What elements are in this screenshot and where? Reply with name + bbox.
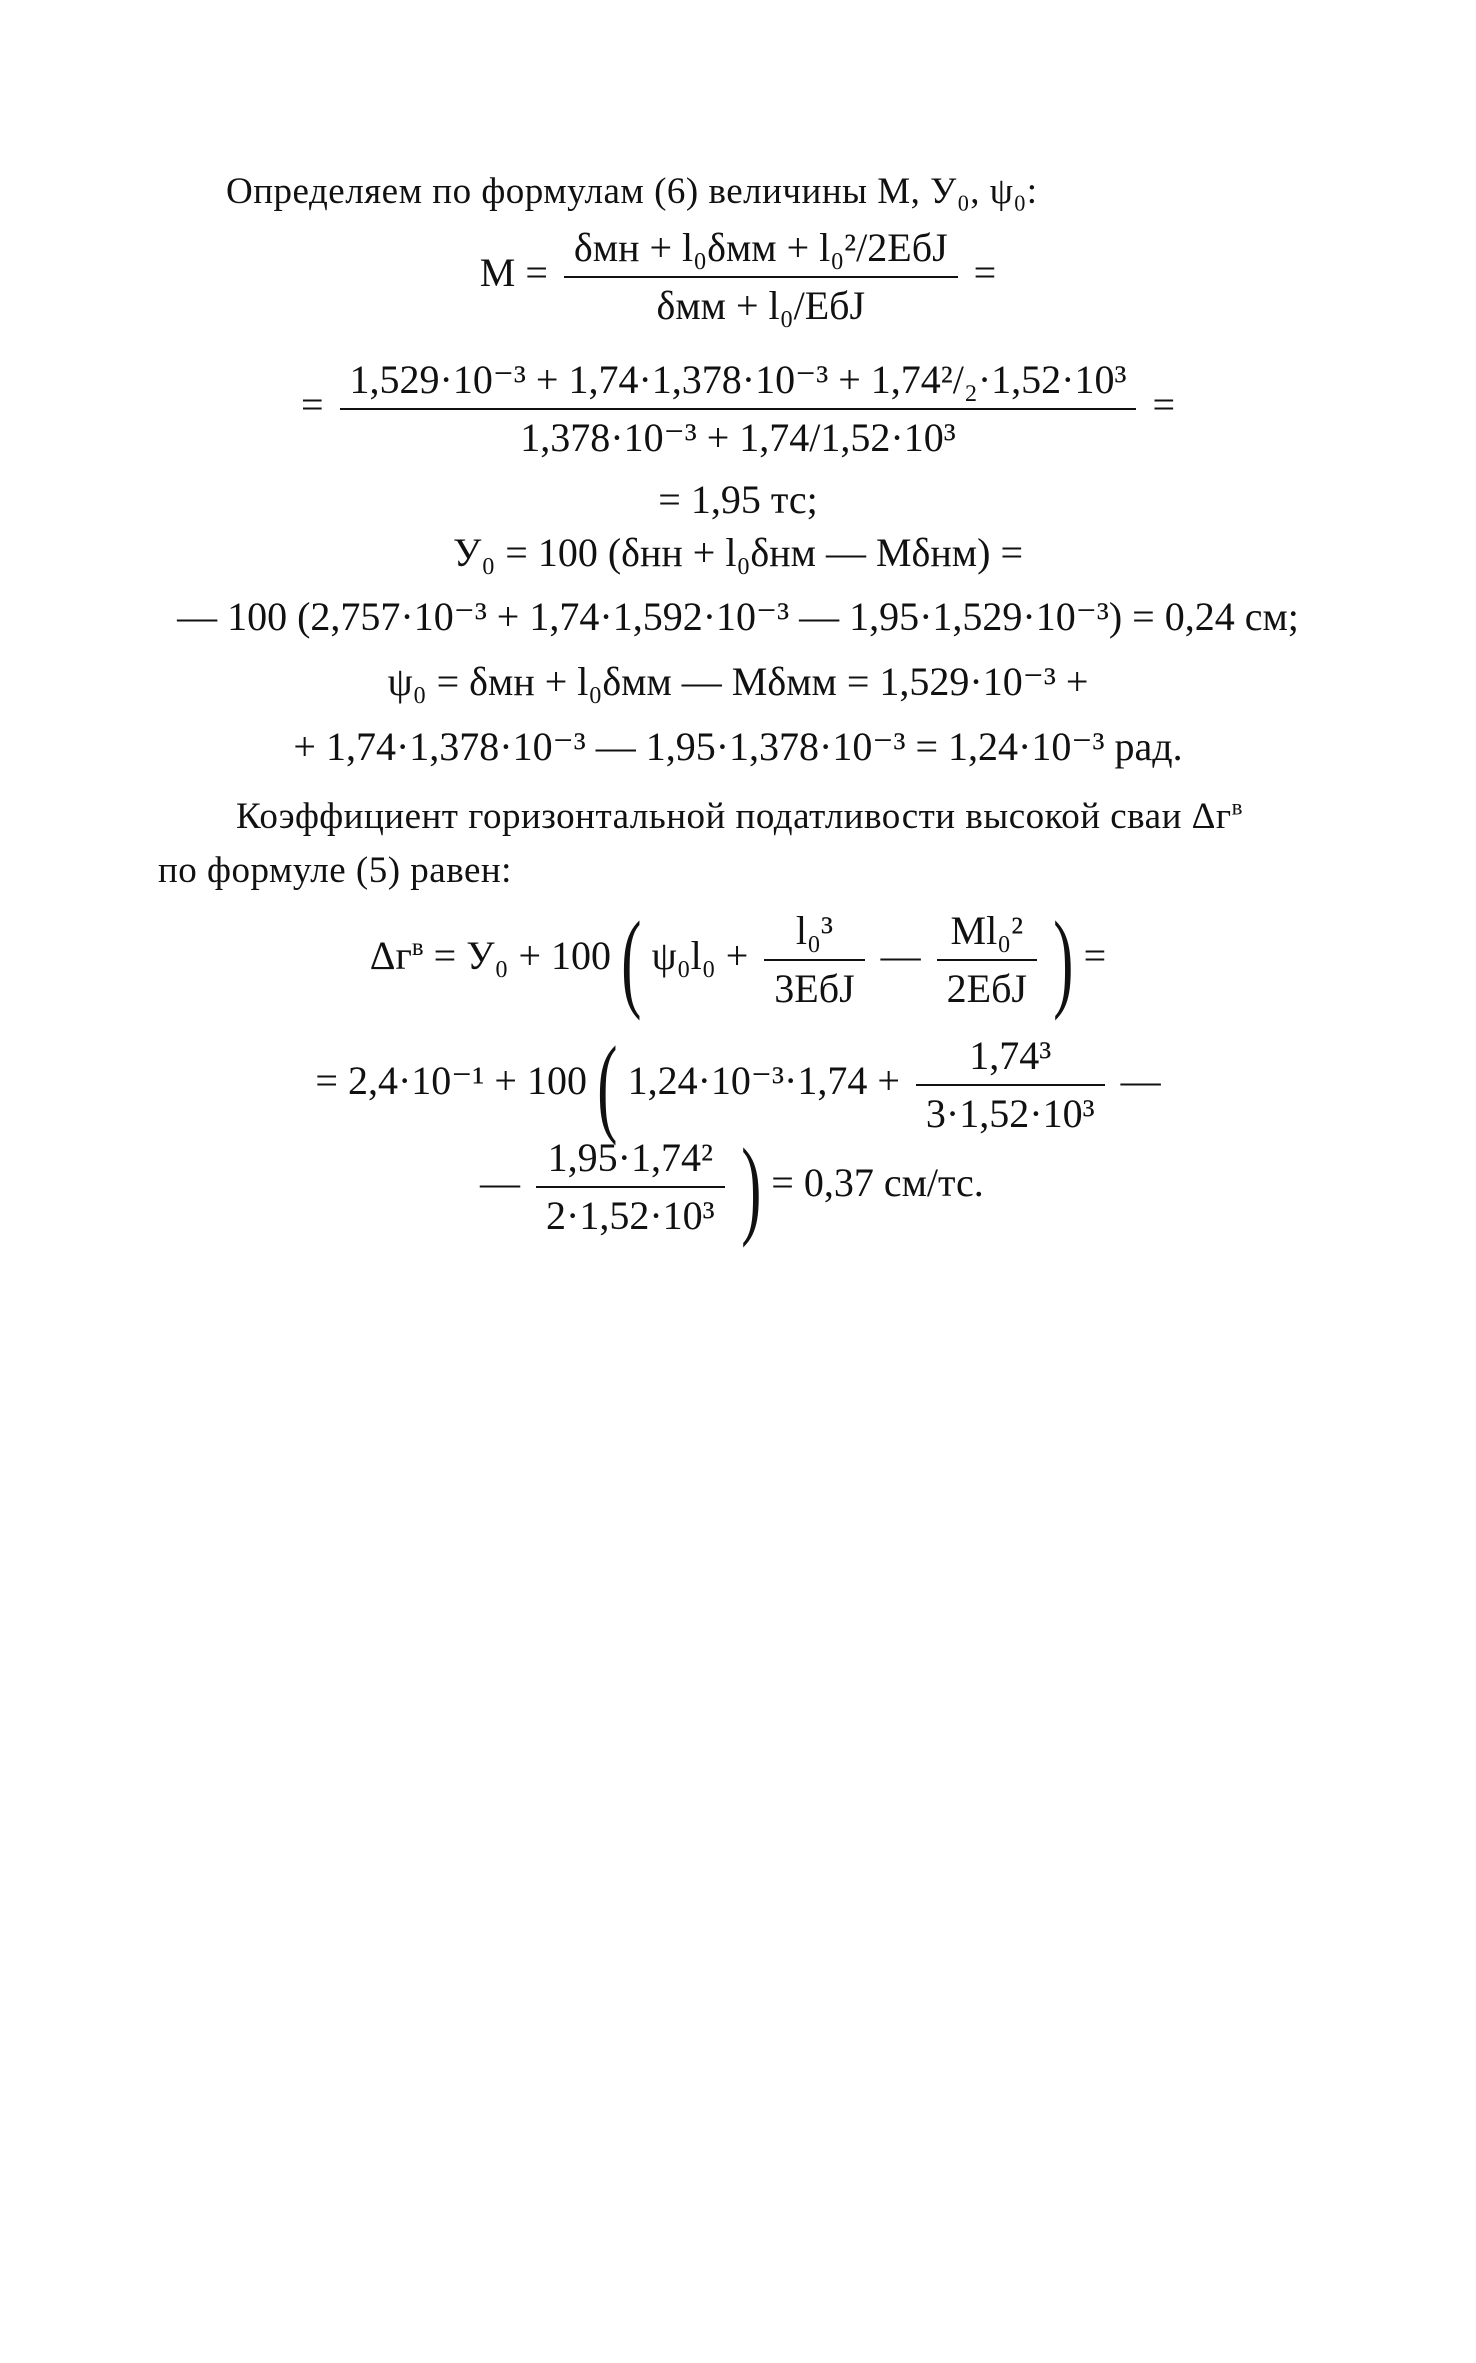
delta-numeric-2-frac: [536, 1135, 725, 1238]
coef-paragraph-line1: [236, 794, 1243, 837]
delta-numeric-1-tail: —: [1120, 1058, 1161, 1104]
delta-numeric-1-term: 1,24·10⁻³·1,74 +: [627, 1058, 900, 1104]
delta-eq: = У₀ + 100: [433, 933, 612, 979]
m-tail: =: [973, 250, 997, 296]
m-formula: [0, 225, 1476, 328]
m-numerator: δмн + l₀δмм + l₀²/2EбJ: [564, 228, 958, 278]
psi0-formula: ψ₀ = δмн + l₀δмм — Mδмм = 1,529·10⁻³ +: [387, 659, 1089, 704]
m-numeric-fraction: [340, 357, 1137, 460]
intro-line: Определяем по формулам (6) величины M, У₀, ψ₀:: [226, 171, 1038, 212]
y0-formula: У₀ = 100 (δнн + l₀δнм — Mδнм) =: [453, 530, 1023, 575]
delta-tail: =: [1083, 933, 1107, 979]
delta-frac2-num: Ml₀²: [937, 911, 1037, 961]
delta-numeric-1-frac: [916, 1033, 1105, 1136]
m-result: = 1,95 тс;: [658, 477, 818, 522]
delta-numeric-2-lead: —: [480, 1160, 520, 1206]
left-paren: (: [621, 899, 642, 1021]
delta-numeric-2-frac-den: 2·1,52·10³: [546, 1193, 715, 1238]
right-paren-2: ): [740, 1126, 762, 1248]
delta-numeric-1: [0, 1024, 1476, 1146]
delta-numeric-1-lead: = 2,4·10⁻¹ + 100: [315, 1058, 587, 1104]
m-lhs: M =: [479, 250, 548, 296]
m-numeric-tail: =: [1152, 382, 1176, 428]
delta-lhs: Δг: [369, 933, 412, 979]
coef-paragraph-line2: по формуле (5) равен:: [158, 850, 512, 891]
left-paren-2: (: [597, 1024, 618, 1146]
delta-numeric-2-result: = 0,37 см/тс.: [771, 1160, 984, 1206]
m-numeric: [0, 357, 1476, 460]
delta-numeric-2: [480, 1126, 984, 1248]
coef-sup: в: [1231, 794, 1243, 820]
delta-term1: ψ₀l₀ +: [651, 933, 749, 979]
delta-frac1-den: 3EбJ: [774, 966, 855, 1011]
delta-numeric-1-frac-den: 3·1,52·10³: [925, 1091, 1095, 1136]
m-denominator: δмм + l₀/EбJ: [656, 283, 866, 328]
delta-frac1: [764, 908, 864, 1011]
delta-frac2: [937, 908, 1037, 1011]
delta-frac1-num: l₀³: [764, 911, 864, 961]
delta-minus: —: [880, 933, 921, 979]
coef-text: Коэффициент горизонтальной податливости высокой сваи Δг: [236, 796, 1232, 837]
right-paren: ): [1053, 899, 1074, 1021]
delta-numeric-2-frac-num: 1,95·1,74²: [536, 1138, 725, 1188]
m-numeric-numerator: 1,529·10⁻³ + 1,74·1,378·10⁻³ + 1,74²/₂·1,52·10³: [340, 360, 1137, 410]
delta-frac2-den: 2EбJ: [946, 966, 1027, 1011]
y0-numeric: — 100 (2,757·10⁻³ + 1,74·1,592·10⁻³ — 1,95·1,529·10⁻³) = 0,24 см;: [177, 594, 1299, 639]
m-fraction: [564, 225, 958, 328]
delta-formula: [0, 899, 1476, 1021]
m-numeric-denominator: 1,378·10⁻³ + 1,74/1,52·10³: [520, 415, 956, 460]
psi0-numeric: + 1,74·1,378·10⁻³ — 1,95·1,378·10⁻³ = 1,24·10⁻³ рад.: [293, 724, 1183, 769]
delta-numeric-1-frac-num: 1,74³: [916, 1036, 1105, 1086]
m-numeric-lead: =: [300, 382, 324, 428]
delta-lhs-sup: в: [411, 933, 424, 961]
